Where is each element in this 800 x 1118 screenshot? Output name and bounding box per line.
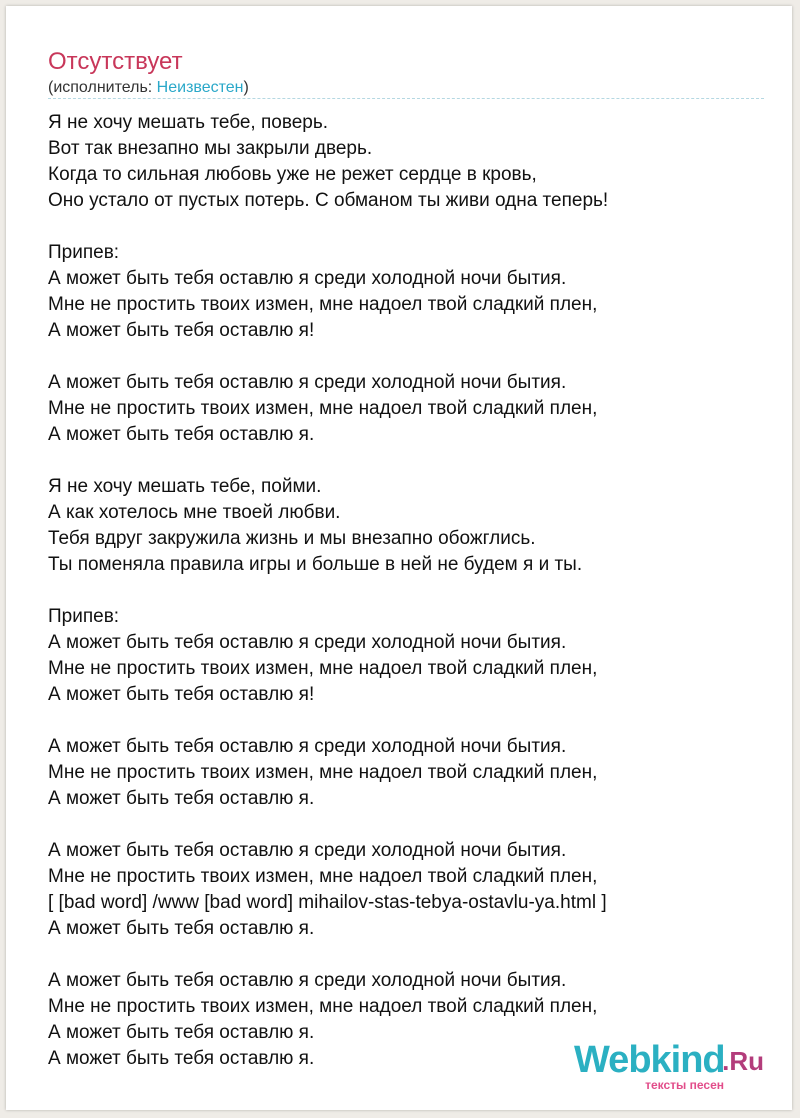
lyrics-line: Тебя вдруг закружила жизнь и мы внезапно обожглись. <box>48 528 536 549</box>
lyrics-text <box>48 110 608 1072</box>
lyrics-blank-line <box>48 448 608 474</box>
lyrics-line: Припев: <box>48 606 120 627</box>
lyrics-line: А может быть тебя оставлю я. <box>48 1048 315 1069</box>
lyrics-line: А может быть тебя оставлю я среди холодной ночи бытия. <box>48 970 567 991</box>
lyrics-line: Когда то сильная любовь уже не режет сердце в кровь, <box>48 164 537 185</box>
lyrics-line: А может быть тебя оставлю я среди холодной ночи бытия. <box>48 736 567 757</box>
artist-prefix: (исполнитель: <box>48 79 157 96</box>
artist-suffix: ) <box>243 79 249 96</box>
lyrics-line: А может быть тебя оставлю я! <box>48 320 315 341</box>
lyrics-line: Я не хочу мешать тебе, пойми. <box>48 476 322 497</box>
lyrics-line: Я не хочу мешать тебе, поверь. <box>48 112 329 133</box>
lyrics-line: А может быть тебя оставлю я среди холодной ночи бытия. <box>48 840 567 861</box>
lyrics-line: Ты поменяла правила игры и больше в ней не будем я и ты. <box>48 554 583 575</box>
lyrics-line: А может быть тебя оставлю я среди холодной ночи бытия. <box>48 268 567 289</box>
artist-line <box>48 78 249 98</box>
lyrics-line: Вот так внезапно мы закрыли дверь. <box>48 138 373 159</box>
logo-main-text: Webkind <box>574 1039 725 1081</box>
webkind-logo <box>574 1040 764 1090</box>
logo-tagline: тексты песен <box>645 1078 724 1092</box>
lyrics-line: Мне не простить твоих измен, мне надоел твой сладкий плен, <box>48 658 598 679</box>
lyrics-line: Оно устало от пустых потерь. С обманом ты живи одна теперь! <box>48 190 609 211</box>
lyrics-line: А может быть тебя оставлю я. <box>48 788 315 809</box>
song-title: Отсутствует <box>48 48 183 75</box>
lyrics-blank-line <box>48 344 608 370</box>
lyrics-line: А может быть тебя оставлю я среди холодной ночи бытия. <box>48 372 567 393</box>
lyrics-blank-line <box>48 214 608 240</box>
lyrics-line: Мне не простить твоих измен, мне надоел твой сладкий плен, <box>48 996 598 1017</box>
lyrics-line: А может быть тебя оставлю я среди холодной ночи бытия. <box>48 632 567 653</box>
artist-link[interactable]: Неизвестен <box>156 79 244 96</box>
lyrics-blank-line <box>48 578 608 604</box>
lyrics-line: А как хотелось мне твоей любви. <box>48 502 341 523</box>
lyrics-line: А может быть тебя оставлю я! <box>48 684 315 705</box>
lyrics-sheet <box>6 6 792 1110</box>
lyrics-line: А может быть тебя оставлю я. <box>48 918 315 939</box>
lyrics-line: Мне не простить твоих измен, мне надоел твой сладкий плен, <box>48 762 598 783</box>
lyrics-blank-line <box>48 942 608 968</box>
lyrics-line: [ [bad word] /www [bad word] mihailov-stas-tebya-ostavlu-ya.html ] <box>48 892 607 913</box>
title-divider <box>48 98 764 99</box>
logo-tld-text: .Ru <box>722 1046 764 1076</box>
lyrics-line: Мне не простить твоих измен, мне надоел твой сладкий плен, <box>48 294 598 315</box>
lyrics-line: А может быть тебя оставлю я. <box>48 424 315 445</box>
lyrics-line: Мне не простить твоих измен, мне надоел твой сладкий плен, <box>48 866 598 887</box>
lyrics-blank-line <box>48 812 608 838</box>
lyrics-line: А может быть тебя оставлю я. <box>48 1022 315 1043</box>
lyrics-line: Припев: <box>48 242 120 263</box>
lyrics-blank-line <box>48 708 608 734</box>
lyrics-line: Мне не простить твоих измен, мне надоел твой сладкий плен, <box>48 398 598 419</box>
